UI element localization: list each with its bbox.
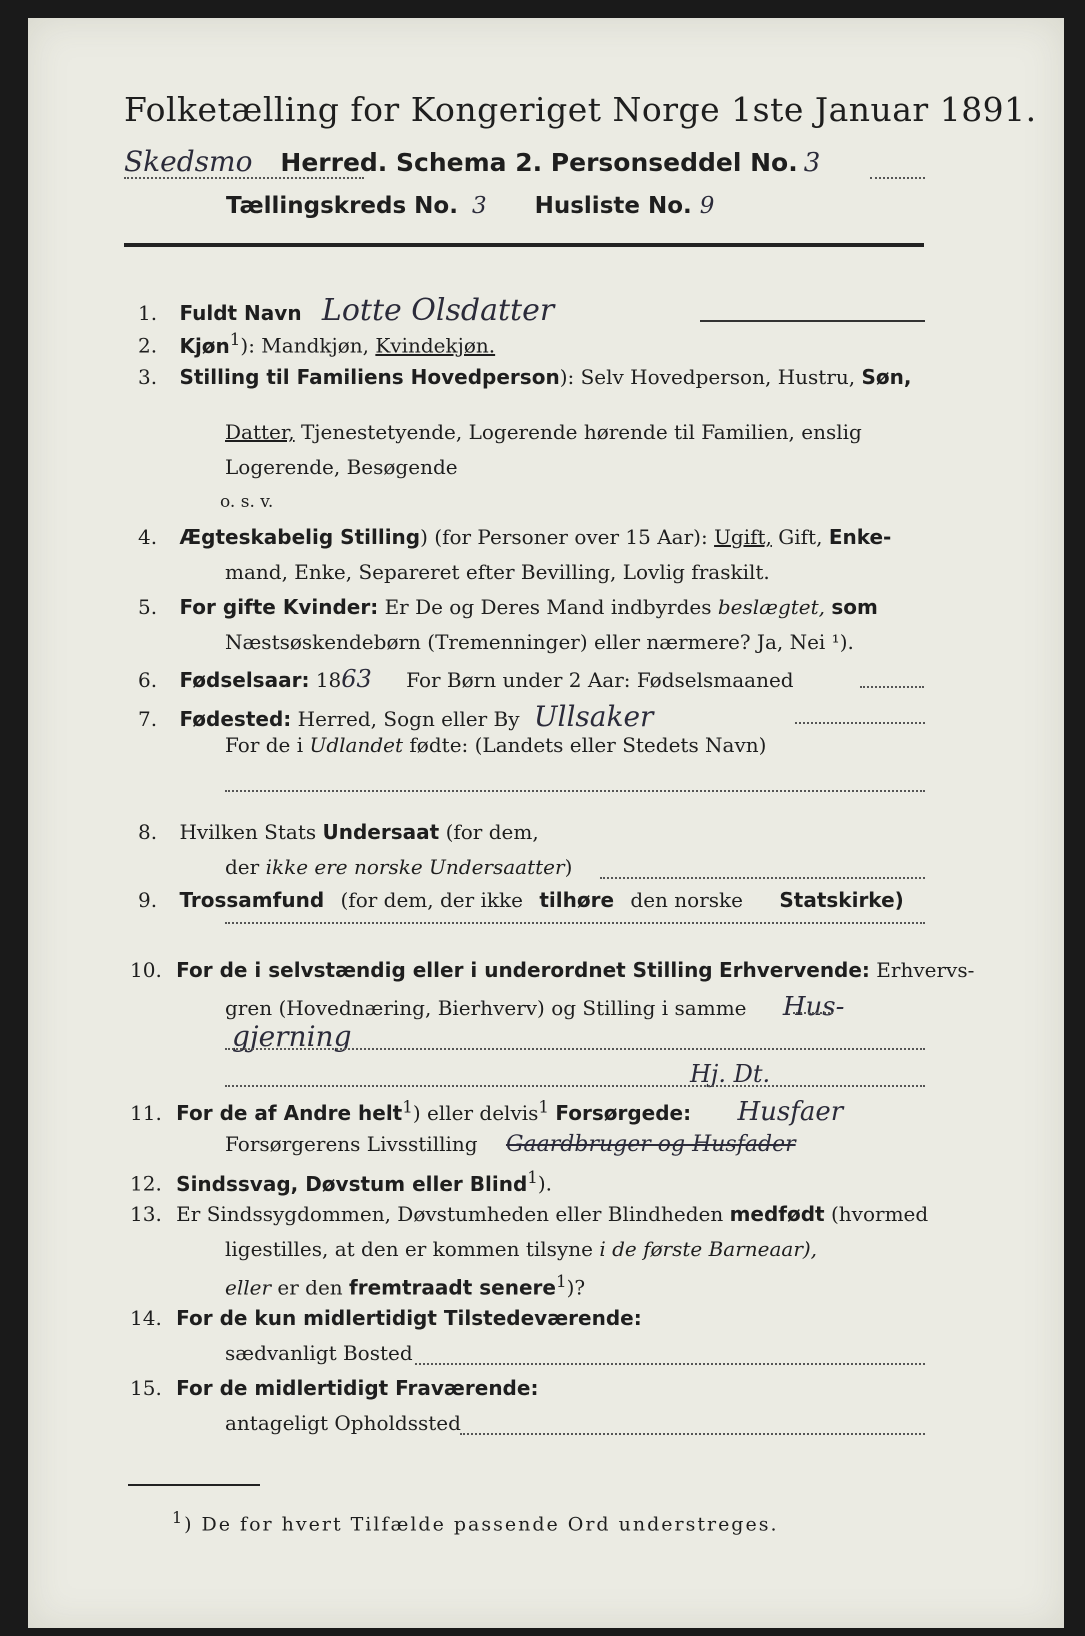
q7-row [138, 700, 653, 733]
q10-value2: gjerning [232, 1020, 352, 1053]
q7-text: Herred, Sogn eller By [297, 707, 520, 731]
q10-value3: Hj. Dt. [690, 1060, 771, 1088]
q11-row: 11. For de af Andre helt$^1$) eller delvis$^1$ Forsørgede: Husfaer [130, 1097, 844, 1127]
husliste-label: Husliste No. [534, 193, 692, 219]
form-title: Folketælling for Kongeriget Norge 1ste Januar 1891. [124, 90, 1037, 129]
q12-number: 12. [130, 1171, 162, 1196]
q8-text2a: der [225, 855, 260, 879]
q6-year-prefix: 18 [315, 668, 342, 692]
q10-text1: For de i selvstændig eller i underordnet Stilling [176, 958, 713, 982]
q14-text2: sædvanligt Bosted [225, 1341, 413, 1365]
q10-value1: Hus- [782, 992, 845, 1022]
q4-row [138, 525, 891, 549]
q11-text1: For de af Andre helt [176, 1101, 403, 1125]
q7-number: 7. [138, 707, 158, 731]
q15-row [130, 1376, 538, 1400]
q3-label: Stilling til Familiens Hovedperson [179, 365, 560, 389]
q13-number: 13. [130, 1202, 162, 1226]
q2-kvindekjon: Kvindekjøn. [375, 333, 496, 358]
q11-value2: Gaardbruger og Husfader [505, 1132, 796, 1157]
personseddel-no: 3 [803, 148, 821, 178]
q2-footnote-mark: 1 [229, 330, 241, 349]
q3-number: 3. [138, 365, 158, 389]
taellingskreds-line [226, 193, 714, 219]
q13-text3: er den [277, 1275, 343, 1300]
q5-text2: Næstsøskendebørn (Tremenninger) eller nærmere? Ja, Nei ¹). [225, 630, 854, 654]
q13-eller: eller [225, 1275, 272, 1300]
q7-udlandet: Udlandet [309, 733, 404, 757]
q8-label: Hvilken Stats [179, 820, 317, 844]
q3-text1: ): Selv Hovedperson, Hustru, [559, 365, 856, 389]
q13-text1b: (hvormed [830, 1202, 929, 1226]
herred-value: Skedsmo [124, 145, 253, 178]
q7-row2 [225, 733, 766, 757]
q15-text2: antageligt Opholdssted [225, 1411, 461, 1435]
q9-statskirke: Statskirke) [779, 888, 904, 912]
q4-number: 4. [138, 525, 158, 549]
footnote-text: ) De for hvert Tilfælde passende Ord understreges. [184, 1513, 779, 1536]
husliste-no: 9 [699, 193, 715, 219]
q8-label-bold: Undersaat [322, 820, 440, 844]
q13-text2: ligestilles, at den er kommen tilsyne [225, 1237, 593, 1261]
q5-label: For gifte Kvinder: [179, 595, 379, 619]
q2-text: ): Mandkjøn, [240, 333, 369, 358]
q8-row2: der ikke ere norske Undersaatter) [225, 855, 573, 879]
q10-number: 10. [130, 958, 162, 982]
q5-number: 5. [138, 595, 158, 619]
q1-row [138, 293, 554, 328]
q13-medfodt: medfødt [729, 1202, 825, 1226]
q9-label: Trossamfund [179, 888, 325, 912]
q4-text2: mand, Enke, Separeret efter Bevilling, Lovlig fraskilt. [225, 560, 770, 584]
q14-number: 14. [130, 1306, 162, 1330]
q3-text2: Tjenestetyende, Logerende hørende til Familien, enslig [300, 420, 862, 444]
q2-number: 2. [138, 333, 158, 358]
q11-row2 [225, 1132, 796, 1157]
q5-beslaegtet: beslægtet, [717, 595, 826, 619]
q3-row2 [225, 420, 862, 444]
q13-row3: eller er den fremtraadt senere$^1$)? [225, 1272, 586, 1300]
q14-label: For de kun midlertidigt Tilstedeværende: [176, 1306, 642, 1330]
taellingskreds-no: 3 [471, 193, 487, 219]
q4-enke: Enke- [828, 525, 892, 549]
header-rule [124, 243, 924, 247]
q4-label: Ægteskabelig Stilling [179, 525, 421, 549]
q11-text2: Forsørgerens Livsstilling [225, 1132, 478, 1156]
q9-row [138, 888, 904, 912]
q11-text1b: ) eller delvis [412, 1101, 539, 1125]
q4-gift: Gift, [778, 525, 823, 549]
q7-text2a: For de i [225, 733, 304, 757]
q6-row [138, 665, 794, 693]
footnote [172, 1508, 779, 1535]
q11-label: Forsørgede: [555, 1101, 692, 1125]
q8-text: (for dem, [445, 820, 539, 844]
q3-text3: Logerende, Besøgende [225, 455, 458, 479]
q15-number: 15. [130, 1376, 162, 1400]
q15-label: For de midlertidigt Fraværende: [176, 1376, 539, 1400]
q9-text-b: den norske [630, 888, 743, 912]
q11-value1: Husfaer [737, 1097, 844, 1127]
q13-text2i: i de første Barneaar), [599, 1237, 818, 1261]
q13-fremtraadt: fremtraadt senere [349, 1275, 556, 1300]
q7-label: Fødested: [179, 707, 292, 731]
q5-text1: Er De og Deres Mand indbyrdes [384, 595, 712, 619]
q13-row2 [225, 1237, 817, 1261]
q11-number: 11. [130, 1101, 162, 1125]
q12-tail: ). [537, 1171, 553, 1196]
herred-line-label: Herred. Schema 2. Personseddel No. [280, 148, 798, 177]
q10-text1b: Erhvervs- [876, 958, 975, 982]
q14-row [130, 1306, 642, 1330]
q7-birthplace-value: Ullsaker [533, 700, 654, 733]
q1-number: 1. [138, 301, 158, 325]
q5-som: som [831, 595, 878, 619]
q5-row [138, 595, 878, 619]
q3-datter: Datter, [225, 420, 295, 444]
q13-row [130, 1202, 928, 1226]
q8-row [138, 820, 539, 844]
q3-son: Søn, [861, 365, 912, 389]
q2-row [138, 330, 495, 358]
q12-label: Sindssvag, Døvstum eller Blind [176, 1171, 528, 1196]
herred-line [124, 145, 820, 178]
q3-text4: o. s. v. [220, 492, 274, 512]
q1-label: Fuldt Navn [179, 301, 302, 325]
q13-tail: )? [566, 1275, 586, 1300]
q6-label: Fødselsaar: [179, 668, 310, 692]
q1-name-value: Lotte Olsdatter [321, 293, 555, 328]
q10-row [130, 958, 974, 982]
q8-number: 8. [138, 820, 158, 844]
q6-text: For Børn under 2 Aar: Fødselsmaaned [406, 668, 794, 692]
q9-number: 9. [138, 888, 158, 912]
q8-text2i: ikke ere norske Undersaatter [265, 855, 565, 879]
q4-ugift: Ugift, [714, 525, 772, 549]
q4-text1: ) (for Personer over 15 Aar): [420, 525, 708, 549]
q2-label: Kjøn [179, 333, 230, 358]
q9-text: (for dem, der ikke [340, 888, 524, 912]
q10-label: Erhvervende: [718, 958, 870, 982]
q7-text2b: fødte: (Landets eller Stedets Navn) [409, 733, 767, 757]
q9-tilhore: tilhøre [539, 888, 615, 912]
q3-row [138, 365, 911, 389]
q6-year-value: 63 [341, 665, 372, 693]
q12-row: 12. Sindssvag, Døvstum eller Blind$^1$). [130, 1168, 553, 1196]
q10-row2 [225, 992, 844, 1022]
footnote-mark: 1 [172, 1508, 185, 1527]
q13-text1: Er Sindssygdommen, Døvstumheden eller Blindheden [176, 1202, 724, 1226]
footnote-rule [128, 1484, 260, 1486]
q6-number: 6. [138, 668, 158, 692]
taellingskreds-label: Tællingskreds No. [226, 193, 458, 219]
q10-text2: gren (Hovednæring, Bierhverv) og Stilling i samme [225, 996, 747, 1020]
